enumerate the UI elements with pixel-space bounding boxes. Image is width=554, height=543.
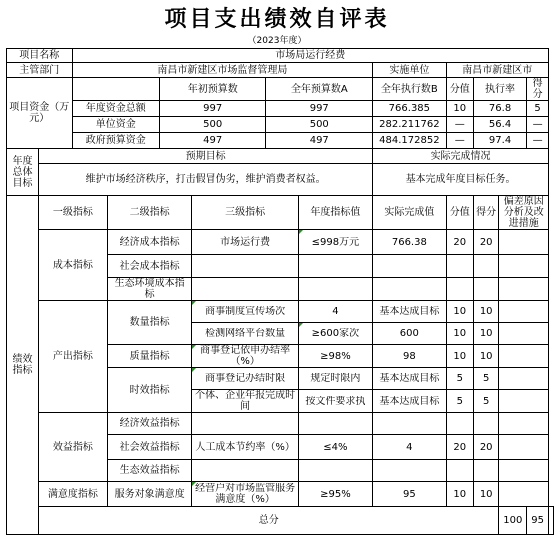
page-title: 项目支出绩效自评表 bbox=[164, 6, 390, 32]
row-goal-header bbox=[7, 149, 554, 164]
table-row: 社会效益指标 人工成本节约率（%） ≤4% 4 20 20 bbox=[7, 435, 554, 460]
satisfaction-level1: 满意度指标 bbox=[39, 482, 108, 507]
goal-expected: 维护市场经济秩序，打击假冒伪劣，维护消费者权益。 bbox=[39, 164, 373, 196]
table-row: 满意度指标 服务对象满意度 经营户对市场监管服务满意度（%） ≥95% 95 10 10 bbox=[7, 482, 554, 507]
goal-header-actual: 实际完成情况 bbox=[373, 149, 549, 164]
table-row: 时效指标 商事登记办结时限 规定时限内 基本达成目标 5 5 bbox=[7, 368, 554, 390]
total-label: 总分 bbox=[39, 507, 499, 535]
table-row: 社会成本指标 bbox=[7, 255, 554, 278]
output-level1: 产出指标 bbox=[39, 301, 108, 413]
dept-label: 主管部门 bbox=[7, 63, 73, 78]
fund-row: 单位资金 500 500 282.211762 — 56.4 — bbox=[7, 117, 554, 133]
table-row: 成本指标 经济成本指标 市场运行费 ≤998万元 766.38 20 20 bbox=[7, 230, 554, 255]
project-name-label: 项目名称 bbox=[7, 49, 73, 63]
table-row: 生态效益指标 bbox=[7, 460, 554, 482]
cost-level1: 成本指标 bbox=[39, 230, 108, 301]
benefit-level1: 效益指标 bbox=[39, 413, 108, 482]
table-row: 产出指标 数量指标 商事制度宣传场次 4 基本达成目标 10 10 bbox=[7, 301, 554, 323]
evaluation-table bbox=[6, 48, 554, 535]
total-score: 95 bbox=[527, 507, 549, 535]
row-project-name bbox=[7, 49, 554, 63]
table-row: 检测网络平台数量 ≥600家次 600 10 10 bbox=[7, 323, 554, 345]
row-goal-content bbox=[7, 164, 554, 196]
table-row: 生态环境成本指标 bbox=[7, 278, 554, 301]
perf-label: 绩效指标 bbox=[7, 196, 39, 535]
cell-marker-icon bbox=[192, 301, 196, 305]
cell-marker-icon bbox=[299, 230, 303, 234]
dept-value: 南昌市新建区市场监督管理局 bbox=[72, 63, 373, 78]
goal-label: 年度总体目标 bbox=[7, 149, 39, 196]
cell-marker-icon bbox=[192, 368, 196, 372]
fund-row: 政府预算资金 497 497 484.172852 — 97.4 — bbox=[7, 133, 554, 149]
goal-actual: 基本完成年度目标任务。 bbox=[373, 164, 549, 196]
table-row: 质量指标 商事登记依申办结率（%） ≥98% 98 10 10 bbox=[7, 345, 554, 368]
exec-unit-value: 南昌市新建区市 bbox=[446, 63, 548, 78]
exec-unit-label: 实施单位 bbox=[373, 63, 446, 78]
total-score-value: 100 bbox=[499, 507, 527, 535]
fund-header-full-year: 全年预算数A bbox=[266, 78, 373, 101]
cell-marker-icon bbox=[192, 482, 196, 486]
report-year: （2023年度） bbox=[247, 36, 307, 46]
row-fund-header bbox=[7, 78, 554, 101]
fund-header-exec: 全年执行数B bbox=[373, 78, 446, 101]
fund-header-score-value: 分值 bbox=[446, 78, 473, 101]
fund-header-initial: 年初预算数 bbox=[160, 78, 266, 101]
goal-header-expected: 预期目标 bbox=[39, 149, 373, 164]
row-total bbox=[7, 507, 554, 535]
row-indicator-header: 绩效指标 一级指标 二级指标 三级指标 年度指标值 实际完成值 分值 得分 偏差原因分析及改进措施 bbox=[7, 196, 554, 230]
fund-header-exec-rate: 执行率 bbox=[473, 78, 526, 101]
row-department bbox=[7, 63, 554, 78]
project-name-value: 市场局运行经费 bbox=[72, 49, 548, 63]
fund-row: 年度资金总额 997 997 766.385 10 76.8 5 bbox=[7, 101, 554, 117]
table-row: 个体、企业年报完成时间 按文件要求执 基本达成目标 5 5 bbox=[7, 390, 554, 413]
cell-marker-icon bbox=[299, 323, 303, 327]
table-row: 效益指标 经济效益指标 bbox=[7, 413, 554, 435]
cell-marker-icon bbox=[192, 345, 196, 349]
funds-label: 项目资金（万元） bbox=[7, 78, 73, 149]
fund-header-score: 得分 bbox=[527, 78, 549, 101]
